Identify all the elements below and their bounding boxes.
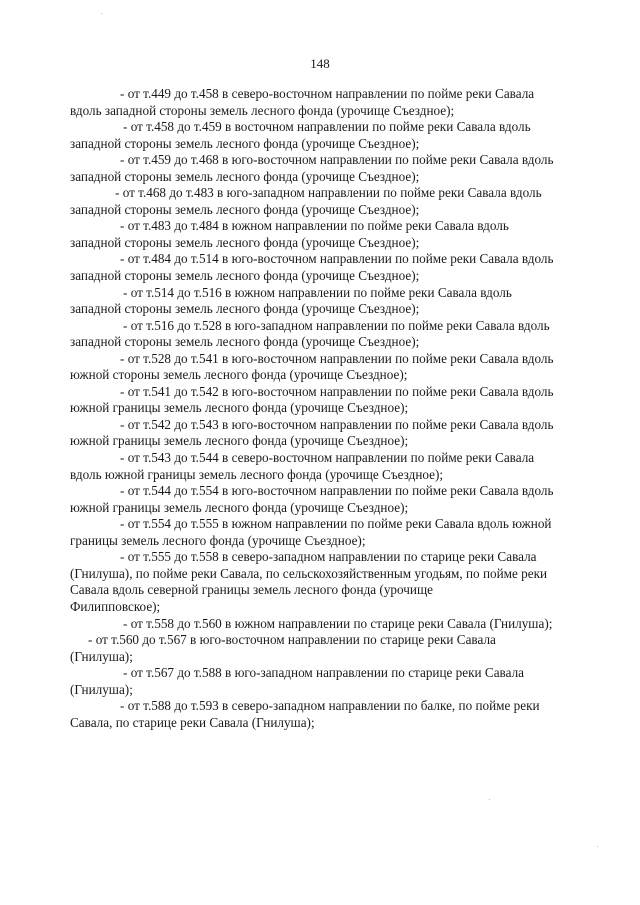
- paragraph-line: южной стороны земель лесного фонда (урочище Съездное);: [70, 367, 408, 383]
- paragraph-line: - от т.458 до т.459 в восточном направлении по пойме реки Савала вдоль: [123, 119, 531, 135]
- boundary-paragraph: [70, 483, 576, 516]
- paragraph-line: (Гнилуша);: [70, 648, 133, 664]
- paragraph-line: (Гнилуша), по пойме реки Савала, по сельскохозяйственным угодьям, по пойме реки: [70, 565, 548, 581]
- paragraph-line: Савала, по старице реки Савала (Гнилуша);: [70, 714, 315, 730]
- boundary-paragraph: [70, 285, 576, 318]
- scan-speck: [489, 799, 490, 800]
- paragraph-line: (Гнилуша);: [70, 681, 133, 697]
- paragraph-line: западной стороны земель лесного фонда (урочище Съездное);: [70, 268, 420, 284]
- paragraph-line: западной стороны земель лесного фонда (урочище Съездное);: [70, 234, 420, 250]
- boundary-paragraph: [70, 318, 576, 351]
- paragraph-line: Филипповское);: [70, 598, 161, 614]
- paragraph-line: - от т.484 до т.514 в юго-восточном направлении по пойме реки Савала вдоль: [120, 251, 554, 267]
- boundary-paragraph: [70, 549, 576, 615]
- paragraph-line: - от т.560 до т.567 в юго-восточном направлении по старице реки Савала: [88, 632, 496, 648]
- boundary-paragraph: [70, 616, 576, 633]
- document-body: [70, 86, 576, 731]
- boundary-paragraph: [70, 450, 576, 483]
- paragraph-line: западной стороны земель лесного фонда (урочище Съездное);: [70, 201, 420, 217]
- boundary-paragraph: [70, 185, 576, 218]
- paragraph-line: Савала вдоль северной границы земель лесного фонда (урочище: [70, 582, 433, 598]
- boundary-paragraph: [70, 119, 576, 152]
- paragraph-line: западной стороны земель лесного фонда (урочище Съездное);: [70, 301, 420, 317]
- paragraph-line: вдоль южной границы земель лесного фонда (урочище Съездное);: [70, 466, 444, 482]
- paragraph-line: - от т.555 до т.558 в северо-западном направлении по старице реки Савала: [120, 549, 537, 565]
- paragraph-line: западной стороны земель лесного фонда (урочище Съездное);: [70, 135, 420, 151]
- boundary-paragraph: [70, 86, 576, 119]
- paragraph-line: - от т.542 до т.543 в юго-восточном направлении по пойме реки Савала вдоль: [120, 416, 554, 432]
- paragraph-line: южной границы земель лесного фонда (урочище Съездное);: [70, 433, 409, 449]
- boundary-paragraph: [70, 632, 576, 665]
- paragraph-line: - от т.543 до т.544 в северо-восточном направлении по пойме реки Савала: [120, 450, 535, 466]
- paragraph-line: - от т.554 до т.555 в южном направлении по пойме реки Савала вдоль южной: [120, 516, 552, 532]
- paragraph-line: южной границы земель лесного фонда (урочище Съездное);: [70, 400, 409, 416]
- boundary-paragraph: [70, 218, 576, 251]
- boundary-paragraph: [70, 251, 576, 284]
- paragraph-line: - от т.514 до т.516 в южном направлении по пойме реки Савала вдоль: [123, 284, 512, 300]
- boundary-paragraph: [70, 417, 576, 450]
- paragraph-line: западной стороны земель лесного фонда (урочище Съездное);: [70, 168, 420, 184]
- paragraph-line: - от т.558 до т.560 в южном направлении по старице реки Савала (Гнилуша);: [123, 615, 553, 631]
- paragraph-line: - от т.528 до т.541 в юго-восточном направлении по пойме реки Савала вдоль: [120, 350, 554, 366]
- paragraph-line: - от т.459 до т.468 в юго-восточном направлении по пойме реки Савала вдоль: [120, 152, 554, 168]
- paragraph-line: - от т.483 до т.484 в южном направлении по пойме реки Савала вдоль: [120, 218, 509, 234]
- boundary-paragraph: [70, 665, 576, 698]
- paragraph-line: западной стороны земель лесного фонда (урочище Съездное);: [70, 334, 420, 350]
- boundary-paragraph: [70, 384, 576, 417]
- paragraph-line: - от т.468 до т.483 в юго-западном направлении по пойме реки Савала вдоль: [115, 185, 542, 201]
- boundary-paragraph: [70, 152, 576, 185]
- boundary-paragraph: [70, 698, 576, 731]
- paragraph-line: - от т.449 до т.458 в северо-восточном направлении по пойме реки Савала: [120, 86, 535, 101]
- paragraph-line: - от т.588 до т.593 в северо-западном направлении по балке, по пойме реки: [120, 698, 540, 714]
- paragraph-line: - от т.544 до т.554 в юго-восточном направлении по пойме реки Савала вдоль: [120, 483, 554, 499]
- page-number: 148: [310, 56, 330, 71]
- paragraph-line: границы земель лесного фонда (урочище Съездное);: [70, 532, 366, 548]
- paragraph-line: южной границы земель лесного фонда (урочище Съездное);: [70, 499, 409, 515]
- paragraph-line: - от т.541 до т.542 в юго-восточном направлении по пойме реки Савала вдоль: [120, 383, 554, 399]
- boundary-paragraph: [70, 351, 576, 384]
- paragraph-line: - от т.567 до т.588 в юго-западном направлении по старице реки Савала: [123, 665, 524, 681]
- scan-speck: [597, 846, 598, 847]
- paragraph-line: вдоль западной стороны земель лесного фонда (урочище Съездное);: [70, 102, 455, 118]
- scan-speck: [101, 13, 102, 14]
- boundary-paragraph: [70, 516, 576, 549]
- paragraph-line: - от т.516 до т.528 в юго-западном направлении по пойме реки Савала вдоль: [123, 317, 550, 333]
